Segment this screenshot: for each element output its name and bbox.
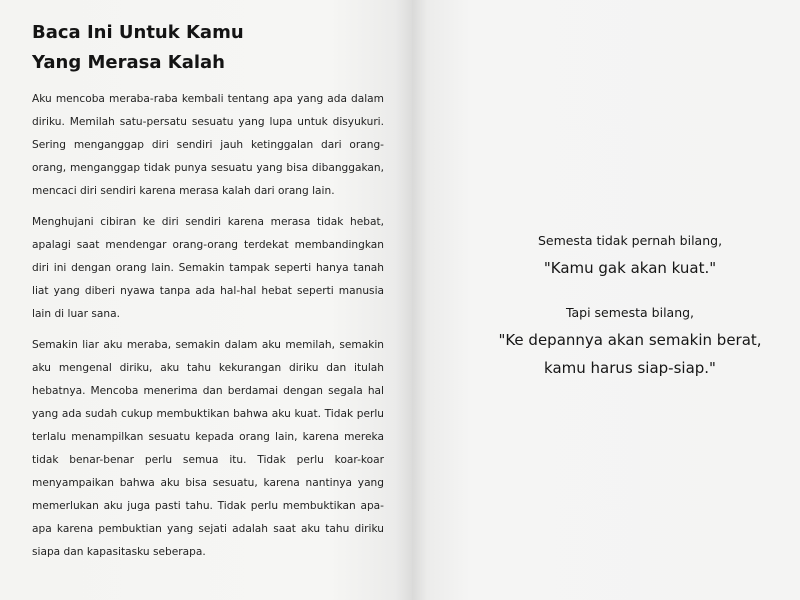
quote-2-line-1: "Ke depannya akan semakin berat, [498, 331, 762, 349]
paragraph-2: Menghujani cibiran ke diri sendiri karena merasa tidak hebat, apalagi saat mendengar orang-orang terdekat membandingkan diri ini dengan orang lain. Semakin tampak seperti hanya tanah liat yang diberi nyawa tanpa ada hal-hal hebat seperti manusia lain di luar sana. [32, 216, 384, 320]
quote-intro-1: Semesta tidak pernah bilang, [537, 233, 723, 248]
paragraph-3: Semakin liar aku meraba, semakin dalam aku memilah, semakin aku mengenal diriku, aku tahu kekurangan diriku dan itulah hebatnya. Mencoba menerima dan berdamai dengan segala hal yang ada sudah cukup membuktikan bahwa aku kuat. Tidak perlu terlalu menampilkan sesuatu kepada orang lain, karena mereka tidak benar-benar perlu semua itu. Tidak perlu koar-koar menyampaikan bahwa aku bisa sesuatu, karena nantinya yang memerlukan aku juga pasti tahu. Tidak perlu membuktikan apa-apa karena pembuktian yang sejati adalah saat aku tahu diriku siapa dan kapasitasku seberapa. [32, 339, 384, 558]
body-text [32, 88, 384, 572]
quote-1: "Kamu gak akan kuat." [543, 259, 717, 277]
quote-2-line-2: kamu harus siap-siap." [544, 359, 716, 377]
page-title [32, 18, 244, 78]
title-line-2: Yang Merasa Kalah [32, 52, 225, 73]
paragraph-1: Aku mencoba meraba-raba kembali tentang apa yang ada dalam diriku. Memilah satu-persatu sesuatu yang lupa untuk disyukuri. Sering menganggap diri sendiri jauh ketinggalan dari orang-orang, menganggap tidak punya sesuatu yang bisa dibanggakan, mencaci diri sendiri karena merasa kalah dari orang lain. [32, 93, 384, 197]
title-line-1: Baca Ini Untuk Kamu [32, 22, 244, 43]
quote-block [470, 228, 790, 382]
quote-intro-2: Tapi semesta bilang, [565, 305, 695, 320]
